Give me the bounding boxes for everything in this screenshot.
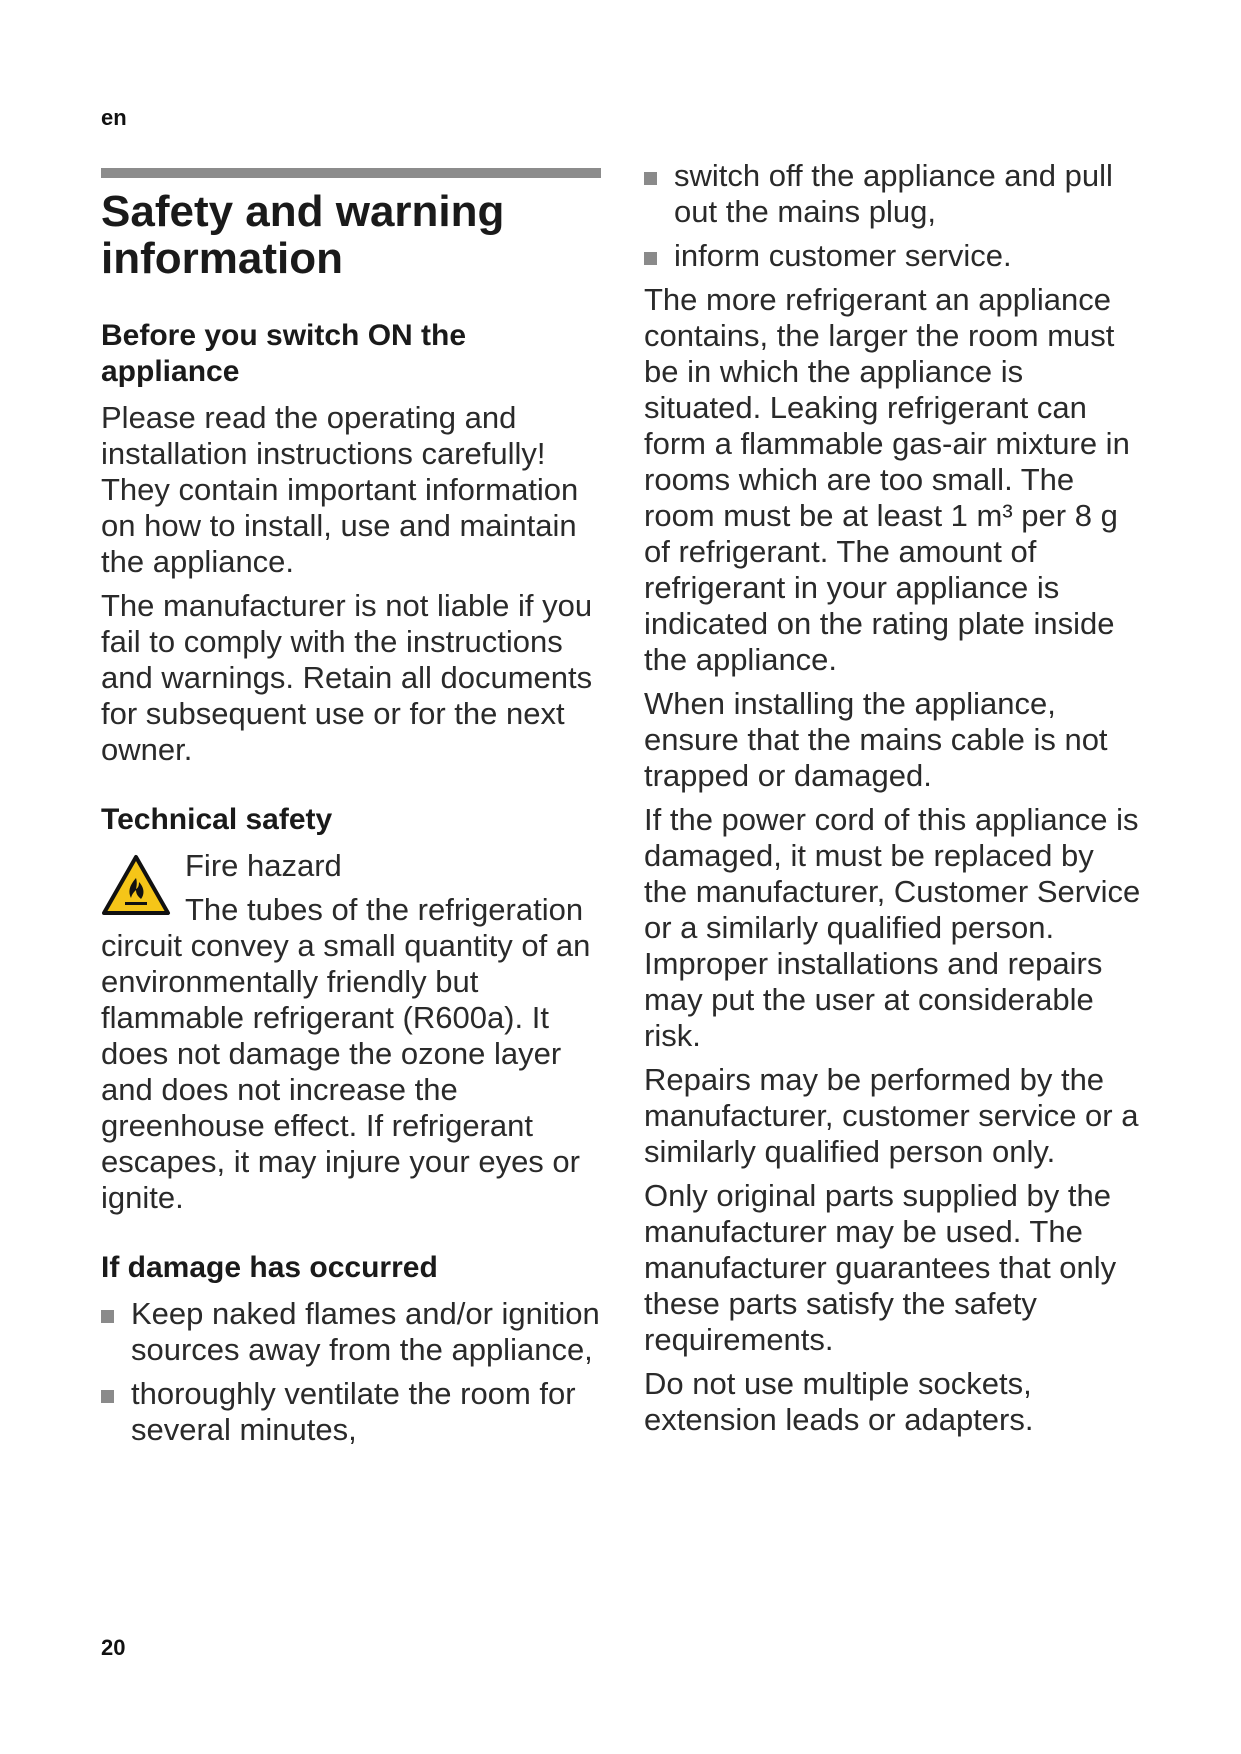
left-content (101, 318, 601, 1456)
list-item: inform customer service. (644, 238, 1144, 274)
page-number: 20 (101, 1635, 126, 1660)
repairs-paragraph: Repairs may be performed by the manufacturer, customer service or a similarly qualified person only. (644, 1062, 1139, 1169)
power-cord-paragraph: If the power cord of this appliance is damaged, it must be replaced by the manufacturer, Customer Service or a similarly qualified person. Improper installations and repairs may put the user at considerable risk. (644, 802, 1141, 1053)
list-item: Keep naked flames and/or ignition sources away from the appliance, (101, 1296, 601, 1368)
flammable-warning-icon (101, 854, 171, 916)
sockets-paragraph: Do not use multiple sockets, extension leads or adapters. (644, 1366, 1034, 1437)
before-paragraph-2: The manufacturer is not liable if you fail to comply with the instructions and warnings. Retain all documents for subsequent use or for the next owner. (101, 588, 593, 767)
damage-heading: If damage has occurred (101, 1251, 438, 1284)
refrigerant-paragraph: The more refrigerant an appliance contains, the larger the room must be in which the appliance is situated. Leaking refrigerant can form a flammable gas-air mixture in rooms which are too small. The room must be at least 1 m³ per 8 g of refrigerant. The amount of refrigerant in your appliance is indicated on the rating plate inside the appliance. (644, 282, 1130, 677)
before-heading: Before you switch ON the appliance (101, 319, 467, 388)
fire-hazard-warning (101, 848, 601, 1216)
right-column (644, 158, 1144, 1446)
bullet-square-icon (101, 1390, 114, 1403)
bullet-square-icon (644, 172, 657, 185)
damage-list (101, 1296, 601, 1448)
installation-paragraph: When installing the appliance, ensure that the mains cable is not trapped or damaged. (644, 686, 1108, 793)
bullet-square-icon (644, 252, 657, 265)
before-paragraph-1: Please read the operating and installation instructions carefully! They contain important information on how to install, use and maintain the appliance. (101, 400, 579, 579)
list-item: switch off the appliance and pull out the mains plug, (644, 158, 1144, 230)
technical-safety-heading: Technical safety (101, 803, 333, 836)
bullet-square-icon (101, 1310, 114, 1323)
section-title: Safety and warning information (101, 187, 505, 283)
warning-title: Fire hazard (185, 848, 342, 883)
section-title-bar (101, 168, 601, 178)
language-label: en (101, 105, 127, 130)
list-item: thoroughly ventilate the room for several minutes, (101, 1376, 601, 1448)
damage-list-continued (644, 158, 1144, 274)
original-parts-paragraph: Only original parts supplied by the manufacturer may be used. The manufacturer guarantees that only these parts satisfy the safety requirements. (644, 1178, 1117, 1357)
warning-text: The tubes of the refrigeration circuit convey a small quantity of an environmentally friendly but flammable refrigerant (R600a). It does not damage the ozone layer and does not increase the greenhouse effect. If refrigerant escapes, it may injure your eyes or ignite. (101, 892, 591, 1215)
